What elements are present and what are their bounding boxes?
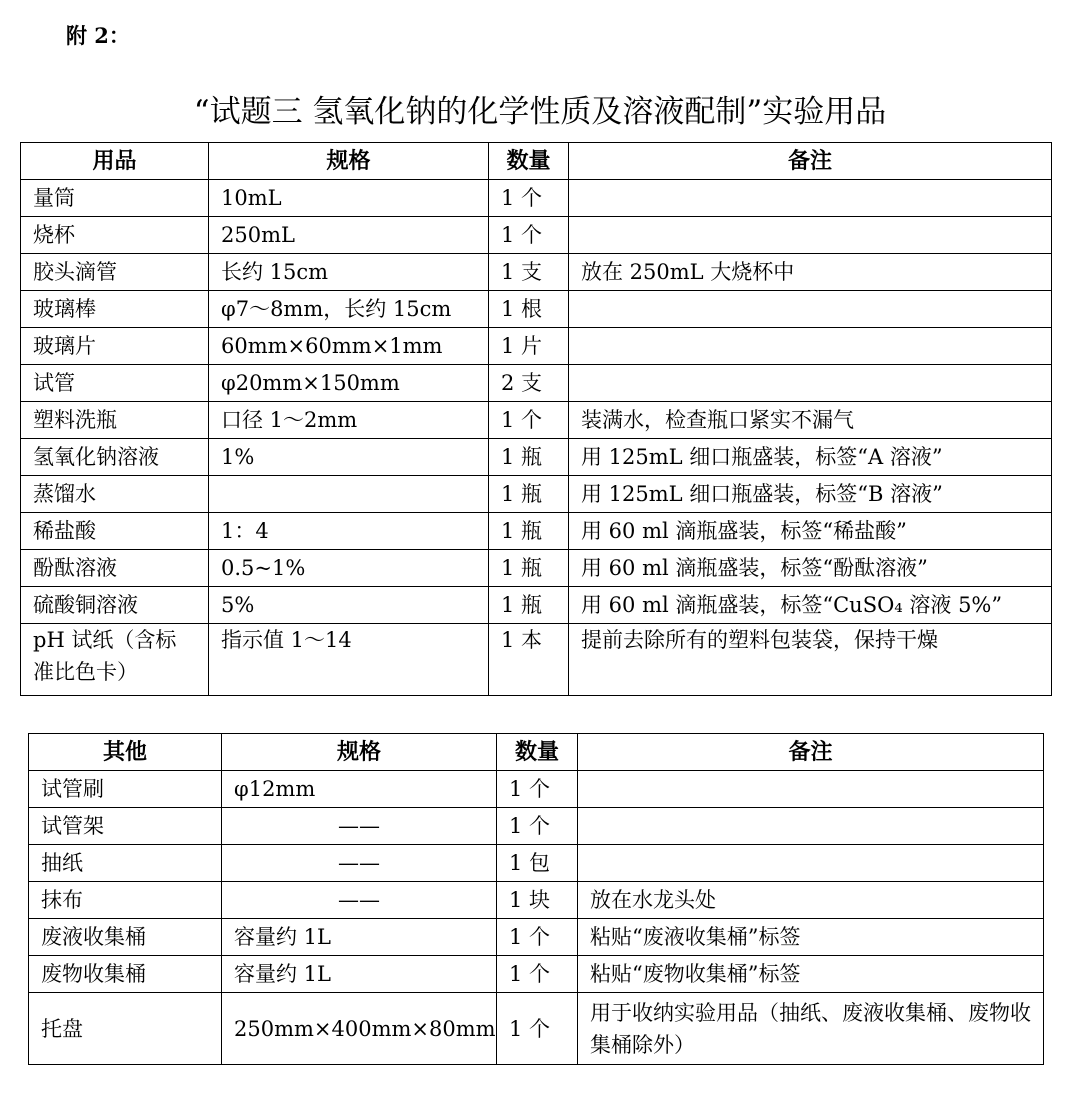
cell-spec: φ20mm×150mm [209, 365, 489, 402]
cell-item: 玻璃棒 [21, 291, 209, 328]
table-row [21, 587, 1052, 624]
cell-spec [209, 476, 489, 513]
cell-item: 酚酞溶液 [21, 550, 209, 587]
cell-qty: 1 块 [497, 882, 578, 919]
cell-spec: 口径 1～2mm [209, 402, 489, 439]
cell-spec: 1% [209, 439, 489, 476]
cell-spec: —— [222, 845, 497, 882]
cell-spec: 5% [209, 587, 489, 624]
cell-item: 硫酸铜溶液 [21, 587, 209, 624]
cell-qty: 1 瓶 [489, 513, 569, 550]
cell-spec: 1：4 [209, 513, 489, 550]
header-note: 备注 [578, 734, 1044, 771]
cell-item: 试管架 [29, 808, 222, 845]
cell-note: 放在 250mL 大烧杯中 [569, 254, 1052, 291]
cell-note: 用 60 ml 滴瓶盛装，标签“酚酞溶液” [569, 550, 1052, 587]
table-row [21, 624, 1052, 696]
cell-note: 装满水，检查瓶口紧实不漏气 [569, 402, 1052, 439]
cell-item: 托盘 [29, 993, 222, 1065]
cell-note: 用 125mL 细口瓶盛装，标签“B 溶液” [569, 476, 1052, 513]
cell-spec: 指示值 1～14 [209, 624, 489, 696]
cell-note: 用于收纳实验用品（抽纸、废液收集桶、废物收集桶除外） [578, 993, 1044, 1065]
cell-item: 抹布 [29, 882, 222, 919]
cell-spec: 长约 15cm [209, 254, 489, 291]
cell-note: 用 125mL 细口瓶盛装，标签“A 溶液” [569, 439, 1052, 476]
table-row [21, 439, 1052, 476]
cell-qty: 1 个 [489, 402, 569, 439]
cell-note: 粘贴“废液收集桶”标签 [578, 919, 1044, 956]
table-header-row [29, 734, 1044, 771]
cell-spec: φ7～8mm，长约 15cm [209, 291, 489, 328]
annex-label: 附 2： [66, 23, 130, 48]
cell-item: 蒸馏水 [21, 476, 209, 513]
table-row [29, 956, 1044, 993]
cell-note: 用 60 ml 滴瓶盛装，标签“CuSO₄ 溶液 5%” [569, 587, 1052, 624]
table-row [29, 882, 1044, 919]
cell-qty: 2 支 [489, 365, 569, 402]
cell-note [578, 771, 1044, 808]
cell-item: 塑料洗瓶 [21, 402, 209, 439]
cell-spec: 60mm×60mm×1mm [209, 328, 489, 365]
cell-item: 试管 [21, 365, 209, 402]
table-row [29, 919, 1044, 956]
cell-item: 量筒 [21, 180, 209, 217]
cell-item: 废液收集桶 [29, 919, 222, 956]
header-qty: 数量 [489, 143, 569, 180]
cell-qty: 1 片 [489, 328, 569, 365]
header-spec: 规格 [209, 143, 489, 180]
cell-note: 提前去除所有的塑料包装袋，保持干燥 [569, 624, 1052, 696]
cell-item: 试管刷 [29, 771, 222, 808]
header-item: 其他 [29, 734, 222, 771]
cell-spec: 250mL [209, 217, 489, 254]
cell-qty: 1 个 [497, 956, 578, 993]
cell-spec: φ12mm [222, 771, 497, 808]
cell-note [569, 180, 1052, 217]
table-row [21, 180, 1052, 217]
cell-qty: 1 个 [489, 217, 569, 254]
cell-qty: 1 瓶 [489, 439, 569, 476]
cell-qty: 1 个 [489, 180, 569, 217]
cell-qty: 1 个 [497, 771, 578, 808]
header-spec: 规格 [222, 734, 497, 771]
table-row [21, 402, 1052, 439]
cell-item: 抽纸 [29, 845, 222, 882]
cell-item: pH 试纸（含标准比色卡） [21, 624, 209, 696]
table-row [29, 993, 1044, 1065]
cell-note [578, 845, 1044, 882]
cell-note: 粘贴“废物收集桶”标签 [578, 956, 1044, 993]
cell-item: 废物收集桶 [29, 956, 222, 993]
other-items-table [28, 733, 1044, 1065]
table-header-row [21, 143, 1052, 180]
table-row [29, 771, 1044, 808]
cell-qty: 1 个 [497, 993, 578, 1065]
cell-spec: 250mm×400mm×80mm [222, 993, 497, 1065]
cell-item: 烧杯 [21, 217, 209, 254]
cell-note: 放在水龙头处 [578, 882, 1044, 919]
cell-spec: 容量约 1L [222, 956, 497, 993]
table-row [21, 513, 1052, 550]
table-row [29, 808, 1044, 845]
cell-spec: —— [222, 808, 497, 845]
cell-qty: 1 支 [489, 254, 569, 291]
cell-item: 氢氧化钠溶液 [21, 439, 209, 476]
cell-qty: 1 个 [497, 808, 578, 845]
table-row [29, 845, 1044, 882]
table-row [21, 328, 1052, 365]
cell-qty: 1 瓶 [489, 587, 569, 624]
cell-note [569, 217, 1052, 254]
cell-item: 玻璃片 [21, 328, 209, 365]
page-title: “试题三 氢氧化钠的化学性质及溶液配制”实验用品 [193, 94, 887, 130]
cell-spec: 10mL [209, 180, 489, 217]
cell-qty: 1 本 [489, 624, 569, 696]
cell-note [578, 808, 1044, 845]
table-row [21, 291, 1052, 328]
cell-item: 胶头滴管 [21, 254, 209, 291]
header-qty: 数量 [497, 734, 578, 771]
cell-qty: 1 根 [489, 291, 569, 328]
cell-note [569, 365, 1052, 402]
cell-qty: 1 瓶 [489, 476, 569, 513]
cell-note [569, 291, 1052, 328]
cell-note: 用 60 ml 滴瓶盛装，标签“稀盐酸” [569, 513, 1052, 550]
cell-spec: —— [222, 882, 497, 919]
table-row [21, 476, 1052, 513]
cell-qty: 1 个 [497, 919, 578, 956]
table-row [21, 217, 1052, 254]
cell-item: 稀盐酸 [21, 513, 209, 550]
table-row [21, 254, 1052, 291]
equipment-table [20, 142, 1052, 696]
header-note: 备注 [569, 143, 1052, 180]
cell-qty: 1 包 [497, 845, 578, 882]
cell-spec: 0.5~1% [209, 550, 489, 587]
cell-note [569, 328, 1052, 365]
cell-spec: 容量约 1L [222, 919, 497, 956]
cell-qty: 1 瓶 [489, 550, 569, 587]
table-row [21, 365, 1052, 402]
table-row [21, 550, 1052, 587]
header-item: 用品 [21, 143, 209, 180]
